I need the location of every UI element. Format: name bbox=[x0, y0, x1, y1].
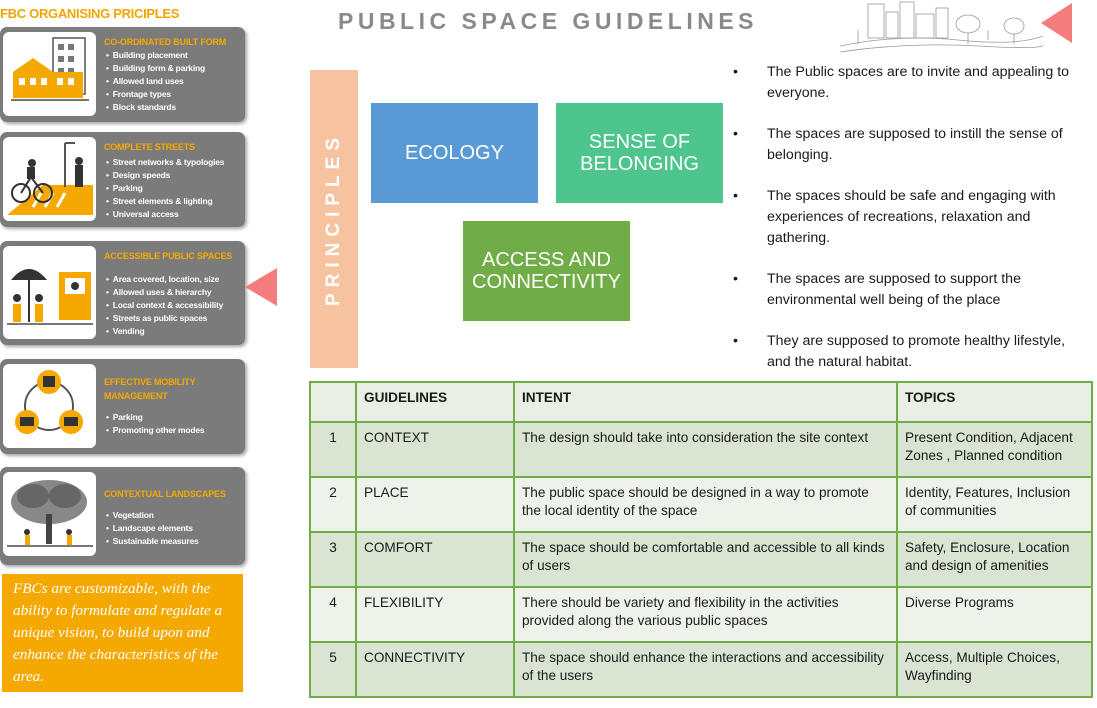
card-title: EFFECTIVE MOBILITY MANAGEMENT bbox=[104, 377, 196, 401]
page-title: PUBLIC SPACE GUIDELINES bbox=[338, 8, 758, 34]
table-row bbox=[310, 642, 1092, 697]
cell-guideline: CONTEXT bbox=[356, 422, 514, 477]
fbc-note: FBCs are customizable, with the ability to formulate and regulate a unique vision, to build upon and enhance the characteristics of the area. bbox=[2, 574, 243, 692]
bullet-item: • They are supposed to promote healthy lifestyle, and the natural habitat. bbox=[733, 331, 1085, 373]
principle-access-connectivity bbox=[463, 221, 630, 321]
cell-topics: Diverse Programs bbox=[897, 587, 1092, 642]
card-title: COMPLETE STREETS bbox=[104, 142, 195, 152]
table-row bbox=[310, 477, 1092, 532]
cityscape-sketch bbox=[838, 0, 1043, 56]
card-item: • Building placement bbox=[106, 49, 205, 62]
cell-number: 1 bbox=[310, 422, 356, 477]
card-item: • Allowed uses & hierarchy bbox=[106, 286, 223, 299]
card-item: • Parking bbox=[106, 182, 224, 195]
guidelines-table bbox=[309, 381, 1093, 698]
card-item: • Universal access bbox=[106, 208, 224, 221]
card-item: • Allowed land uses bbox=[106, 75, 205, 88]
card-item: • Vending bbox=[106, 325, 223, 338]
card-item: • Streets as public spaces bbox=[106, 312, 223, 325]
landscape-illustration bbox=[3, 472, 96, 556]
built-form-illustration bbox=[3, 32, 96, 116]
cell-intent: The public space should be designed in a way to promote the local identity of the space bbox=[514, 477, 897, 532]
principles-label: PRINCIPLES bbox=[323, 131, 344, 307]
complete-streets-illustration bbox=[3, 137, 96, 221]
bullet-item: • The spaces are supposed to support the environmental well being of the place bbox=[733, 269, 1085, 311]
guideline-bullets bbox=[733, 62, 1085, 393]
card-accessible-public-spaces bbox=[0, 241, 245, 345]
card-item: • Local context & accessibility bbox=[106, 299, 223, 312]
card-effective-mobility bbox=[0, 359, 245, 454]
cell-number: 5 bbox=[310, 642, 356, 697]
card-item: • Promoting other modes bbox=[106, 424, 204, 437]
cell-guideline: CONNECTIVITY bbox=[356, 642, 514, 697]
header-topics: TOPICS bbox=[897, 382, 1092, 422]
card-item: • Design speeds bbox=[106, 169, 224, 182]
bullet-item: • The Public spaces are to invite and appealing to everyone. bbox=[733, 62, 1085, 104]
cell-intent: The design should take into consideration the site context bbox=[514, 422, 897, 477]
table-row bbox=[310, 422, 1092, 477]
cell-intent: The space should enhance the interactions and accessibility of the users bbox=[514, 642, 897, 697]
public-spaces-illustration bbox=[3, 246, 96, 339]
table-row bbox=[310, 532, 1092, 587]
card-item: • Frontage types bbox=[106, 88, 205, 101]
principle-sense-of-belonging bbox=[556, 103, 723, 203]
card-item: • Street networks & typologies bbox=[106, 156, 224, 169]
principle-label: SENSE OF BELONGING bbox=[580, 131, 699, 175]
card-item: • Area covered, location, size bbox=[106, 273, 223, 286]
cell-topics: Present Condition, Adjacent Zones , Planned condition bbox=[897, 422, 1092, 477]
cell-topics: Identity, Features, Inclusion of communities bbox=[897, 477, 1092, 532]
card-title: CONTEXTUAL LANDSCAPES bbox=[104, 489, 226, 499]
principle-label: ECOLOGY bbox=[405, 142, 504, 164]
principle-label: ACCESS AND CONNECTIVITY bbox=[472, 249, 621, 293]
table-row bbox=[310, 587, 1092, 642]
header-guidelines: GUIDELINES bbox=[356, 382, 514, 422]
cell-intent: There should be variety and flexibility in the activities provided along the various public spaces bbox=[514, 587, 897, 642]
cell-guideline: PLACE bbox=[356, 477, 514, 532]
card-built-form bbox=[0, 27, 245, 122]
cell-topics: Safety, Enclosure, Location and design of amenities bbox=[897, 532, 1092, 587]
header-number bbox=[310, 382, 356, 422]
pointer-arrow-left-icon bbox=[245, 268, 277, 306]
card-item: • Sustainable measures bbox=[106, 535, 199, 548]
cell-number: 2 bbox=[310, 477, 356, 532]
card-title: ACCESSIBLE PUBLIC SPACES bbox=[104, 251, 233, 261]
card-complete-streets bbox=[0, 132, 245, 227]
cell-number: 3 bbox=[310, 532, 356, 587]
card-contextual-landscapes bbox=[0, 467, 245, 565]
bullet-item: • The spaces are supposed to instill the sense of belonging. bbox=[733, 124, 1085, 166]
pointer-arrow-left-icon bbox=[1041, 3, 1072, 43]
card-item: • Block standards bbox=[106, 101, 205, 114]
table-header-row bbox=[310, 382, 1092, 422]
mobility-illustration bbox=[3, 364, 96, 448]
header-intent: INTENT bbox=[514, 382, 897, 422]
cell-topics: Access, Multiple Choices, Wayfinding bbox=[897, 642, 1092, 697]
card-item: • Street elements & lighting bbox=[106, 195, 224, 208]
fbc-principles-title: FBC ORGANISING PRICIPLES bbox=[0, 6, 180, 21]
bullet-item: • The spaces should be safe and engaging with experiences of recreations, relaxation and gathering. bbox=[733, 186, 1085, 249]
card-item: • Vegetation bbox=[106, 509, 199, 522]
principle-ecology bbox=[371, 103, 538, 203]
cell-guideline: COMFORT bbox=[356, 532, 514, 587]
card-item: • Parking bbox=[106, 411, 204, 424]
cell-guideline: FLEXIBILITY bbox=[356, 587, 514, 642]
card-item: • Landscape elements bbox=[106, 522, 199, 535]
cell-intent: The space should be comfortable and accessible to all kinds of users bbox=[514, 532, 897, 587]
card-title: CO-ORDINATED BUILT FORM bbox=[104, 37, 227, 47]
cell-number: 4 bbox=[310, 587, 356, 642]
principles-bar bbox=[310, 70, 358, 368]
card-item: • Building form & parking bbox=[106, 62, 205, 75]
